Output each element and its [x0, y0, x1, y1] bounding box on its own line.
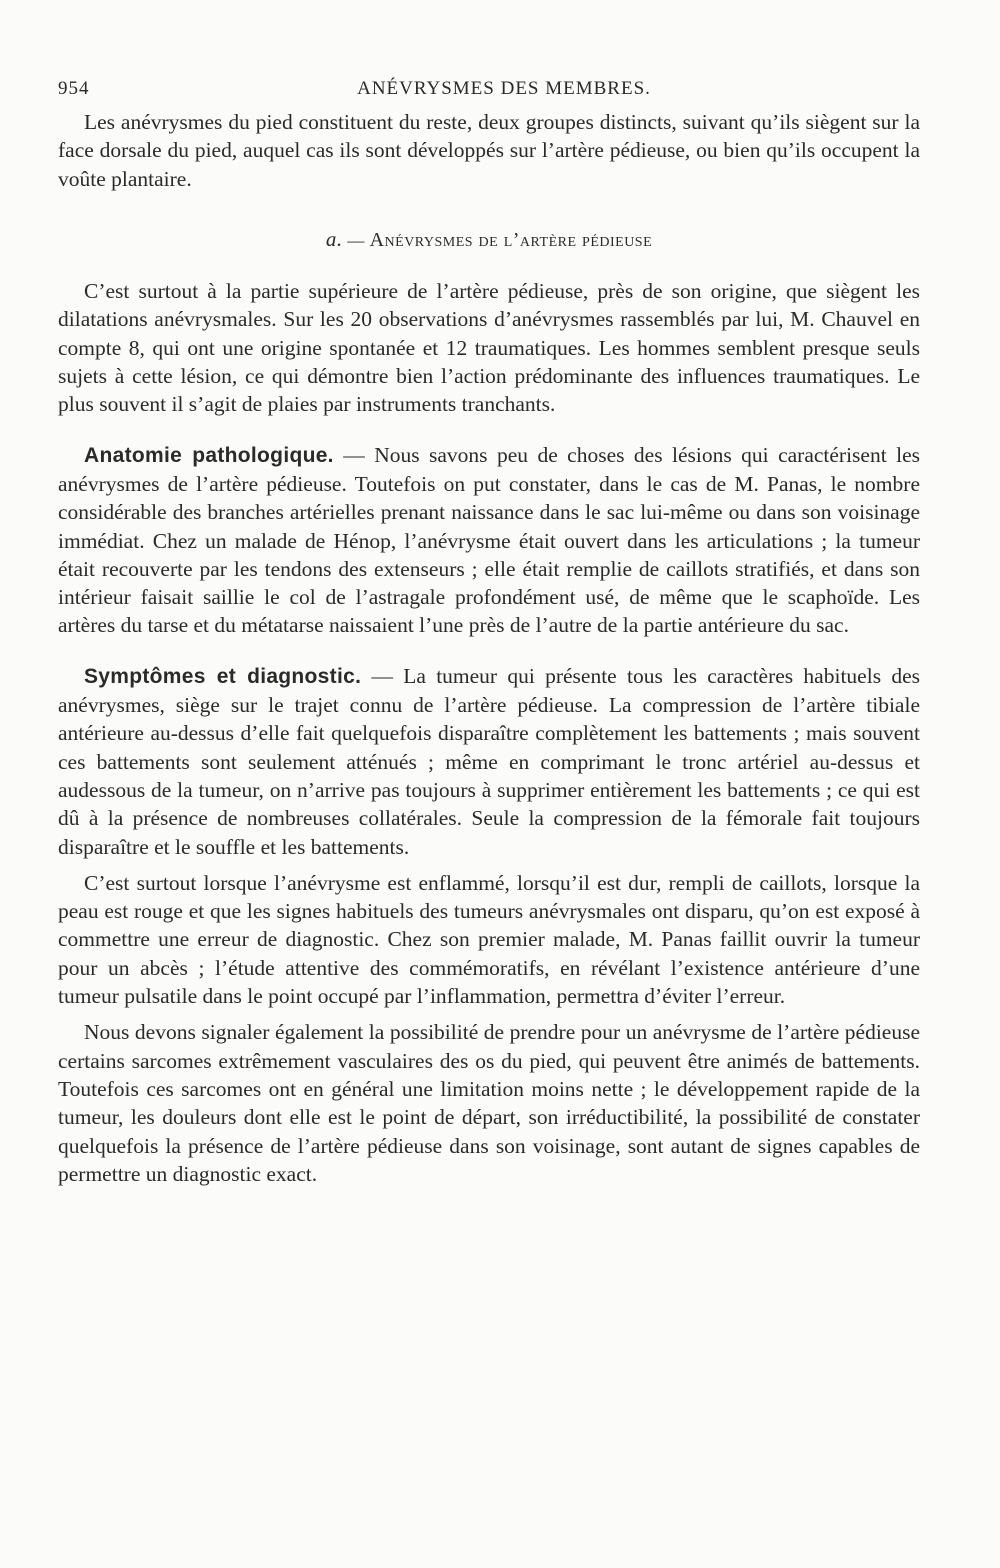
anatomie-heading: Anatomie pathologique.: [84, 443, 334, 467]
anatomie-text: — Nous savons peu de choses des lésions qui caractérisent les anévrysmes de l’artère pédieuse. Toutefois on put constater, dans le cas de M. Panas, le nombre considérable des branches artérielles prenant naissance dans le sac lui-même ou dans son voisinage immédiat. Chez un malade de Hénop, l’anévrysme était ouvert dans les articulations ; la tumeur était recouverte par les tendons des extenseurs ; elle était remplie de caillots stratifiés, et dans son intérieur faisait saillie le col de l’astragale profondément usé, de même que le scaphoïde. Les artères du tarse et du métatarse naissaient l’une près de l’autre de la partie antérieure du sac.: [58, 442, 920, 638]
paragraph-anatomie: [58, 441, 920, 640]
symptomes-text: — La tumeur qui présente tous les caractères habituels des anévrysmes, siège sur le trajet connu de l’artère pédieuse. La compression de l’artère tibiale antérieure au-dessus d’elle fait quelquefois disparaître complètement les battements ; mais souvent ces battements sont seulement atténués ; même en comprimant le tronc artériel au-dessus et audessous de la tumeur, on n’arrive pas toujours à supprimer entièrement les battements ; ce qui est dû à la présence de nombreuses collatérales. Seule la compression de la fémorale fait toujours disparaître et le souffle et les battements.: [58, 663, 920, 859]
symptomes-heading: Symptômes et diagnostic.: [84, 664, 362, 688]
paragraph-sarcomes: Nous devons signaler également la possibilité de prendre pour un anévrysme de l’artère pédieuse certains sarcomes extrêmement vasculaires des os du pied, qui peuvent être animés de battements. Toutefois ces sarcomes ont en général une limitation moins nette ; le développement rapide de la tumeur, les douleurs dont elle est le point de départ, son irréductibilité, la possibilité de constater quelquefois la présence de l’artère pédieuse dans son voisinage, sont autant de signes capables de permettre un diagnostic exact.: [58, 1020, 920, 1186]
page-body: [58, 108, 920, 1188]
page-number: 954: [58, 78, 90, 99]
running-title: ANÉVRYSMES DES MEMBRES.: [357, 78, 651, 99]
section-heading: [58, 225, 920, 255]
paragraph-origine: C’est surtout à la partie supérieure de l’artère pédieuse, près de son origine, que siègent les dilatations anévrysmales. Sur les 20 observations d’anévrysmes rassemblés par lui, M. Chauvel en compte 8, qui ont une origine spontanée et 12 traumatiques. Les hommes semblent presque seuls sujets à cette lésion, ce qui démontre bien l’action prédominante des influences traumatiques. Le plus souvent il s’agit de plaies par instruments tranchants.: [58, 279, 920, 417]
section-dash: —: [347, 230, 365, 250]
paragraph-symptomes: [58, 662, 920, 861]
paragraph-diagnostic-erreur: C’est surtout lorsque l’anévrysme est enflammé, lorsqu’il est dur, rempli de caillots, lorsque la peau est rouge et que les signes habituels des tumeurs anévrysmales ont disparu, qu’on est exposé à commettre une erreur de diagnostic. Chez son premier malade, M. Panas faillit ouvrir la tumeur pour un abcès ; l’étude attentive des commémoratifs, en révélant l’existence antérieure d’une tumeur pulsatile dans le point occupé par l’inflammation, permettra d’éviter l’erreur.: [58, 870, 920, 1009]
intro-paragraph: Les anévrysmes du pied constituent du reste, deux groupes distincts, suivant qu’ils siègent sur la face dorsale du pied, auquel cas ils sont développés sur l’artère pédieuse, ou bien qu’ils occupent la voûte plantaire.: [58, 110, 920, 191]
section-title: Anévrysmes de l’artère pédieuse: [369, 228, 653, 251]
section-letter: a.: [325, 226, 343, 251]
